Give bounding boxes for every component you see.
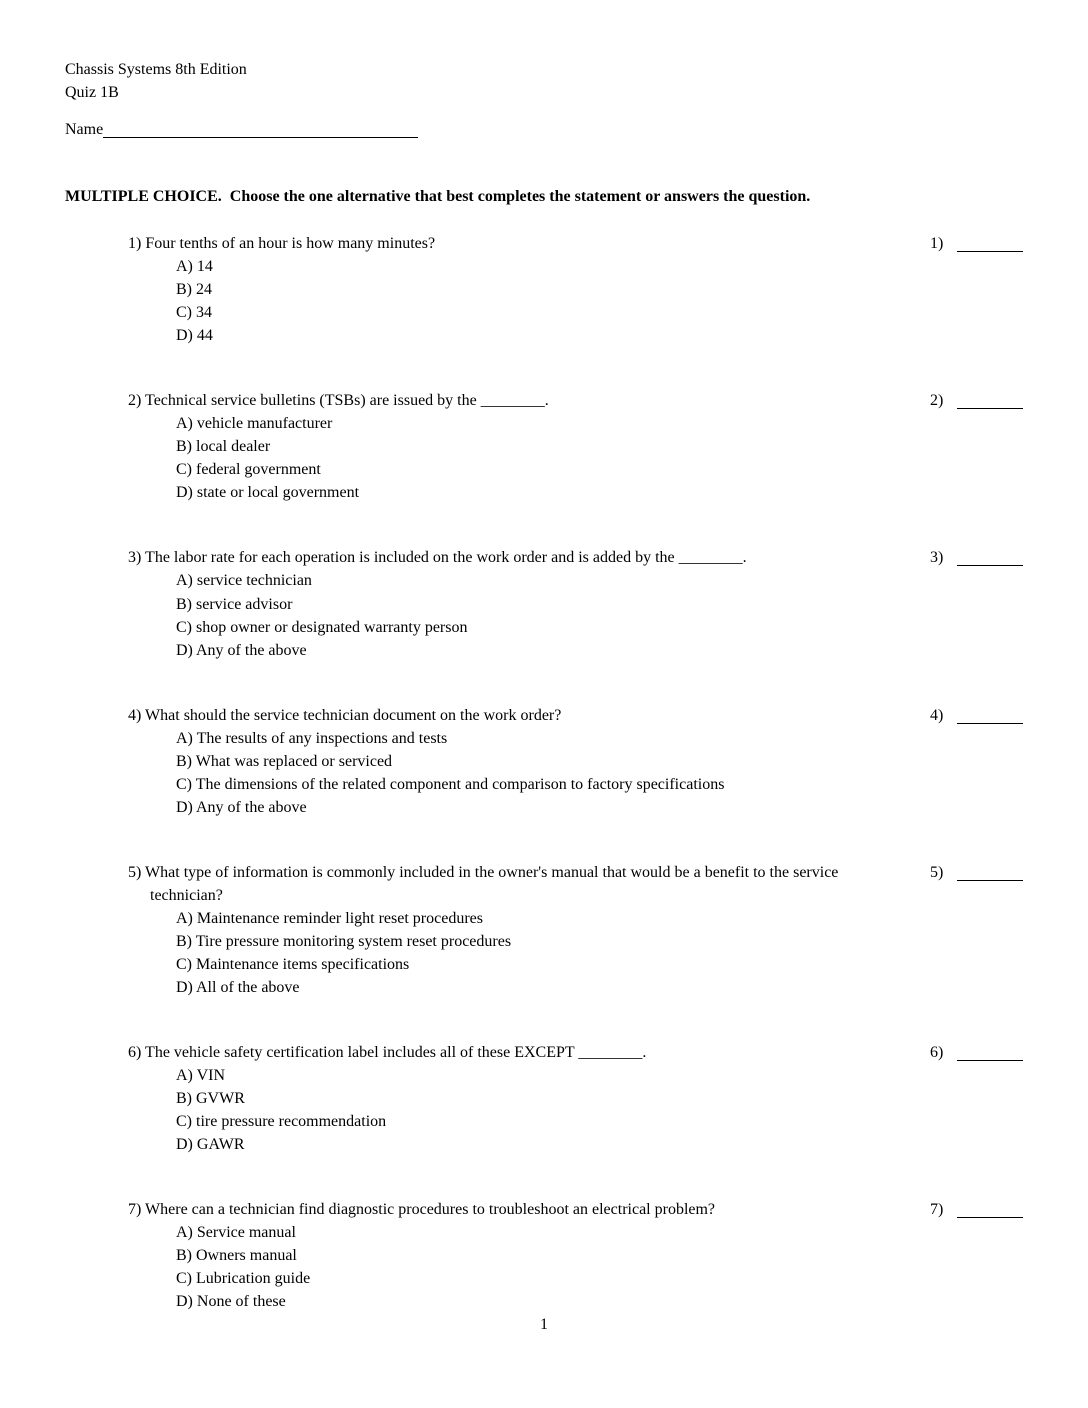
option: B) GVWR: [176, 1090, 245, 1107]
option: A) service technician: [176, 572, 312, 590]
option: A) VIN: [176, 1066, 226, 1084]
option: A) Maintenance reminder light reset procedures: [176, 909, 483, 927]
option: A) Service manual: [176, 1224, 296, 1242]
quiz-subtitle: Quiz 1B: [65, 84, 119, 102]
question-main: [128, 1041, 930, 1156]
answer-number: 7): [930, 1201, 944, 1219]
option: C) The dimensions of the related component and comparison to factory specifications: [176, 775, 725, 793]
question-number: 2): [128, 392, 142, 410]
option: D) Any of the above: [176, 641, 307, 659]
option: C) Lubrication guide: [176, 1270, 311, 1288]
option: B) Owners manual: [176, 1247, 297, 1265]
answer-blank: [930, 546, 1025, 569]
option: D) 44: [176, 327, 213, 345]
option: A) 14: [176, 258, 213, 276]
answer-blank: [930, 1198, 1025, 1221]
option: D) All of the above: [176, 978, 300, 996]
question-main: [128, 704, 930, 819]
question-text: Four tenths of an hour is how many minutes?: [145, 235, 436, 253]
question-number: 1): [128, 235, 142, 253]
question-main: [128, 1198, 930, 1313]
document-title: Chassis Systems 8th Edition: [65, 61, 247, 78]
question-text: What should the service technician document on the work order?: [145, 706, 562, 724]
option-list: [176, 907, 930, 999]
question-line: [128, 1198, 854, 1221]
option: A) The results of any inspections and tests: [176, 729, 448, 747]
answer-line: [957, 549, 1023, 566]
option-list: [176, 1221, 930, 1313]
option: C) federal government: [176, 461, 321, 479]
answer-blank: [930, 232, 1025, 255]
answer-blank: [930, 704, 1025, 727]
question-main: [128, 861, 930, 999]
question-text: Technical service bulletins (TSBs) are issued by the ________.: [145, 392, 549, 410]
option: B) 24: [176, 281, 212, 299]
option: D) GAWR: [176, 1136, 245, 1154]
question-main: [128, 389, 930, 504]
question-line: [128, 232, 854, 255]
option: B) service advisor: [176, 595, 293, 613]
answer-line: [957, 864, 1023, 881]
answer-line: [957, 392, 1023, 409]
answer-line: [957, 235, 1023, 252]
document-header: [65, 58, 1025, 104]
question-number: 6): [128, 1043, 142, 1061]
name-blank-line: [103, 121, 418, 138]
option: C) tire pressure recommendation: [176, 1113, 387, 1131]
question-block: [128, 1198, 1025, 1313]
option: C) Maintenance items specifications: [176, 955, 410, 973]
question-line: [128, 389, 854, 412]
question-number: 3): [128, 549, 142, 567]
option: C) 34: [176, 304, 212, 322]
option: A) vehicle manufacturer: [176, 415, 333, 433]
question-block: [128, 704, 1025, 819]
option: B) Tire pressure monitoring system reset procedures: [176, 932, 512, 950]
question-line: [128, 704, 854, 727]
question-block: [128, 1041, 1025, 1156]
question-number: 5): [128, 863, 142, 881]
name-row: [65, 118, 1025, 141]
answer-number: 4): [930, 706, 944, 724]
question-number: 4): [128, 706, 142, 724]
answer-number: 1): [930, 235, 944, 253]
option-list: [176, 1064, 930, 1156]
question-line: [128, 1041, 854, 1064]
answer-blank: [930, 1041, 1025, 1064]
option-list: [176, 569, 930, 661]
page-number: 1: [540, 1315, 548, 1333]
option: D) None of these: [176, 1293, 286, 1311]
question-text: The labor rate for each operation is included on the work order and is added by the ________.: [145, 549, 747, 567]
question-block: [128, 546, 1025, 661]
answer-line: [957, 1201, 1023, 1218]
answer-blank: [930, 861, 1025, 884]
option: B) What was replaced or serviced: [176, 752, 393, 770]
answer-number: 3): [930, 549, 944, 567]
question-main: [128, 546, 930, 661]
option: D) state or local government: [176, 484, 360, 502]
option-list: [176, 412, 930, 504]
question-text: Where can a technician find diagnostic procedures to troubleshoot an electrical problem?: [145, 1201, 716, 1219]
question-line: [128, 861, 854, 907]
option: C) shop owner or designated warranty person: [176, 618, 468, 636]
question-text: The vehicle safety certification label includes all of these EXCEPT ________.: [145, 1043, 647, 1061]
option: B) local dealer: [176, 438, 271, 456]
option-list: [176, 727, 930, 819]
instruction-text: MULTIPLE CHOICE. Choose the one alternative that best completes the statement or answers the question.: [65, 188, 811, 206]
question-main: [128, 232, 930, 347]
question-list: [128, 232, 1025, 1313]
answer-number: 6): [930, 1043, 944, 1061]
answer-blank: [930, 389, 1025, 412]
name-label: Name: [65, 121, 104, 139]
question-block: [128, 389, 1025, 504]
question-text: What type of information is commonly included in the owner's manual that would be a benefit to the service technician?: [145, 863, 839, 904]
question-line: [128, 546, 854, 569]
option: D) Any of the above: [176, 798, 307, 816]
answer-line: [957, 707, 1023, 724]
question-number: 7): [128, 1201, 142, 1219]
answer-number: 2): [930, 392, 944, 410]
question-block: [128, 232, 1025, 347]
question-block: [128, 861, 1025, 999]
answer-number: 5): [930, 863, 944, 881]
option-list: [176, 255, 930, 347]
answer-line: [957, 1044, 1023, 1061]
